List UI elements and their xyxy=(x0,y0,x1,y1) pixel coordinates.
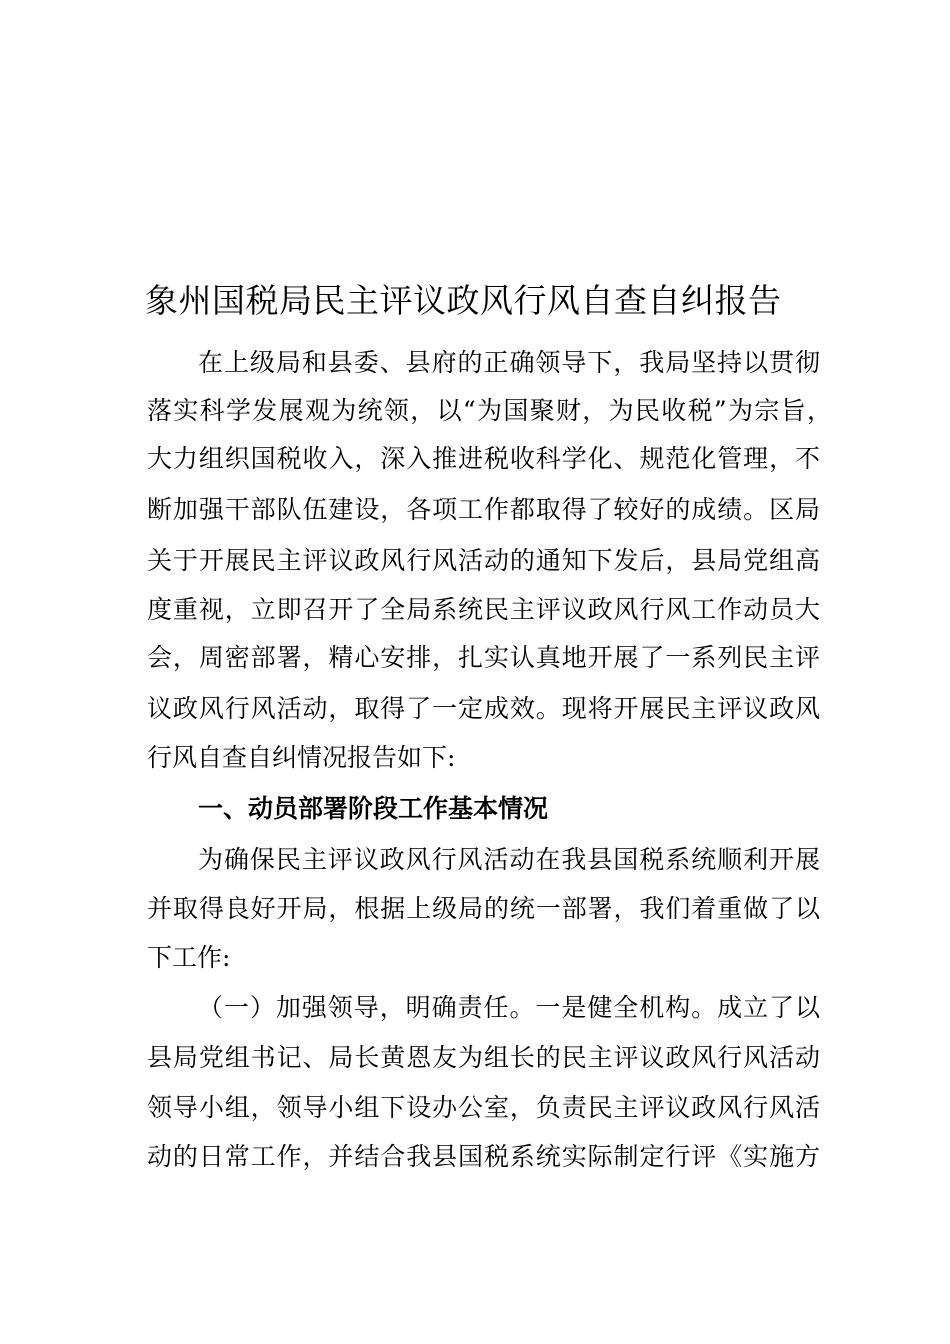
paragraph-1-line-2: 落实科学发展观为统领，以“为国聚财，为民收税”为宗旨， xyxy=(147,396,832,425)
paragraph-3-line-4: 动的日常工作，并结合我县国税系统实际制定行评《实施方 xyxy=(147,1142,820,1171)
paragraph-3-line-1: （一）加强领导，明确责任。一是健全机构。成立了以 xyxy=(198,993,820,1022)
paragraph-3-line-3: 领导小组，领导小组下设办公室，负责民主评议政风行风活 xyxy=(147,1093,820,1122)
paragraph-1-line-9: 行风自查自纠情况报告如下: xyxy=(147,743,456,772)
paragraph-2-line-2: 并取得良好开局，根据上级局的统一部署，我们着重做了以 xyxy=(147,894,820,923)
paragraph-3-line-2: 县局党组书记、局长黄恩友为组长的民主评议政风行风活动 xyxy=(147,1043,820,1072)
paragraph-1-line-1: 在上级局和县委、县府的正确领导下，我局坚持以贯彻 xyxy=(198,348,820,377)
paragraph-1-line-3: 大力组织国税收入，深入推进税收科学化、规范化管理，不 xyxy=(147,444,820,473)
document-title: 象州国税局民主评议政风行风自查自纠报告 xyxy=(145,281,782,320)
paragraph-1-line-6: 度重视，立即召开了全局系统民主评议政风行风工作动员大 xyxy=(147,595,820,624)
paragraph-1-line-4: 断加强干部队伍建设，各项工作都取得了较好的成绩。区局 xyxy=(147,495,820,524)
paragraph-1-line-5: 关于开展民主评议政风行风活动的通知下发后，县局党组高 xyxy=(147,546,820,575)
paragraph-2-line-3: 下工作: xyxy=(147,943,231,972)
paragraph-2-line-1: 为确保民主评议政风行风活动在我县国税系统顺利开展 xyxy=(198,845,820,874)
section-heading: 一、动员部署阶段工作基本情况 xyxy=(198,794,549,823)
paragraph-1-line-8: 议政风行风活动，取得了一定成效。现将开展民主评议政风 xyxy=(147,694,820,723)
paragraph-1-line-7: 会，周密部署，精心安排，扎实认真地开展了一系列民主评 xyxy=(147,643,820,672)
